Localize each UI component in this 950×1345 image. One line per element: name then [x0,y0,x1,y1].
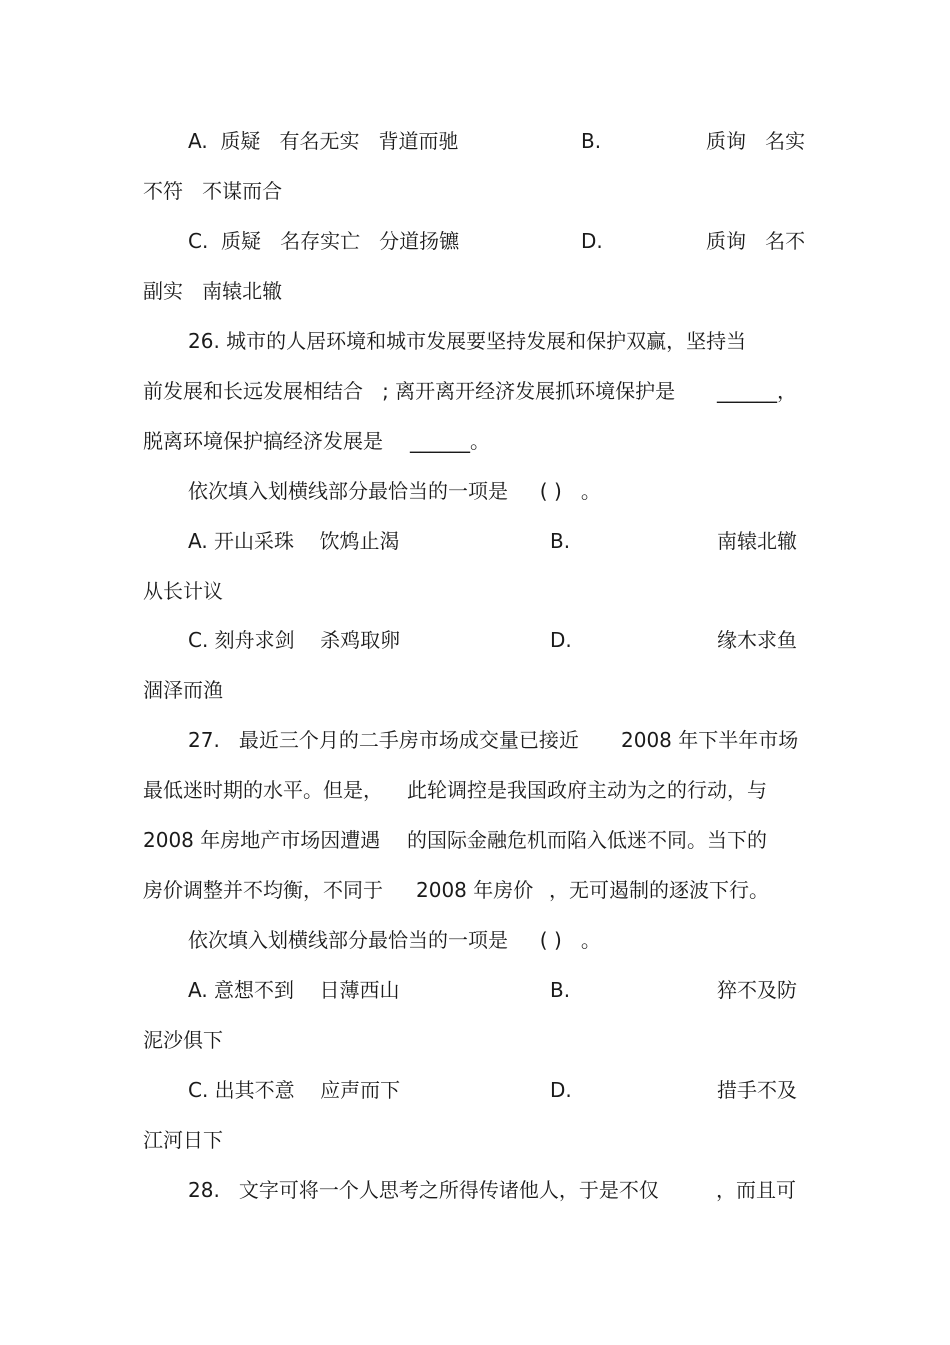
q25-option-row-cd [0,228,950,254]
q27-stem-line-1 [0,727,950,753]
q27-stem-line-4a: 房价调整并不均衡，不同于 [143,878,383,902]
q28-stem-line-1a: 28. 文字可将一个人思考之所得传诸他人，于是不仅 [188,1178,659,1202]
q27-stem-line-1a: 27. 最近三个月的二手房市场成交量已接近 [188,728,579,752]
q27-option-c: C. 出其不意 应声而下 [188,1078,401,1102]
q25-option-d-label: D. [581,229,603,253]
q27-stem-line-1b: 2008 年下半年市场 [621,728,799,752]
q26-stem-line-2-text: 前发展和长远发展相结合 ; 离开离开经济发展抓环境保护是 [143,379,676,403]
q26-option-b-label: B. [550,529,571,553]
q25-option-d-text: 质询 名不 [706,229,806,253]
q25-option-d-continuation: 副实 南辕北辙 [143,279,283,303]
q28-stem-line-1 [0,1177,950,1203]
q26-prompt: 依次填入划横线部分最恰当的一项是 ( ) 。 [188,479,601,503]
q26-option-d-continuation: 涸泽而渔 [143,678,223,702]
q26-stem-line-3-text: 脱离环境保护搞经济发展是 [143,429,383,453]
q26-option-row-ab [0,528,950,554]
q26-blank-1: ______， [717,379,797,403]
q26-option-a: A. 开山采珠 饮鸩止渴 [188,529,400,553]
q27-option-d-label: D. [550,1078,572,1102]
q27-stem-line-3 [0,827,950,853]
q27-stem-line-4 [0,877,950,903]
q27-option-b-text: 猝不及防 [717,978,797,1002]
q27-stem-line-2 [0,777,950,803]
q27-stem-line-2b: 此轮调控是我国政府主动为之的行动，与 [407,778,767,802]
q26-option-c: C. 刻舟求剑 杀鸡取卵 [188,628,401,652]
q26-stem-line-2 [0,378,950,404]
q25-option-b-label: B. [581,129,602,153]
q27-prompt: 依次填入划横线部分最恰当的一项是 ( ) 。 [188,928,601,952]
q26-option-d-label: D. [550,628,572,652]
q25-option-a: A. 质疑 有名无实 背道而驰 [188,129,459,153]
q27-option-a: A. 意想不到 日薄西山 [188,978,400,1002]
q26-option-b-text: 南辕北辙 [717,529,797,553]
q25-option-row-ab [0,128,950,154]
q25-option-b-text: 质询 名实 [706,129,806,153]
q27-option-d-continuation: 江河日下 [143,1128,223,1152]
q26-blank-2: ______。 [410,429,490,453]
q27-stem-line-2a: 最低迷时期的水平。但是， [143,778,383,802]
q27-option-d-text: 措手不及 [717,1078,797,1102]
q27-stem-line-4b: 2008 年房价 [416,878,534,902]
q25-option-b-continuation: 不符 不谋而合 [143,179,283,203]
q26-option-b-continuation: 从长计议 [143,579,223,603]
q27-option-b-continuation: 泥沙俱下 [143,1028,223,1052]
q27-option-b-label: B. [550,978,571,1002]
q27-option-row-ab [0,977,950,1003]
q28-stem-line-1b: ，而且可 [716,1178,796,1202]
q27-stem-line-4c: ，无可遏制的逐波下行。 [549,878,769,902]
q27-stem-line-3a: 2008 年房地产市场因遭遇 [143,828,381,852]
q26-stem-line-3 [0,428,950,454]
q26-option-row-cd [0,627,950,653]
q25-option-c: C. 质疑 名存实亡 分道扬镳 [188,229,460,253]
q26-option-d-text: 缘木求鱼 [717,628,797,652]
q26-stem-line-1: 26. 城市的人居环境和城市发展要坚持发展和保护双赢，坚持当 [188,329,747,353]
q27-stem-line-3b: 的国际金融危机而陷入低迷不同。当下的 [407,828,767,852]
q27-option-row-cd [0,1077,950,1103]
